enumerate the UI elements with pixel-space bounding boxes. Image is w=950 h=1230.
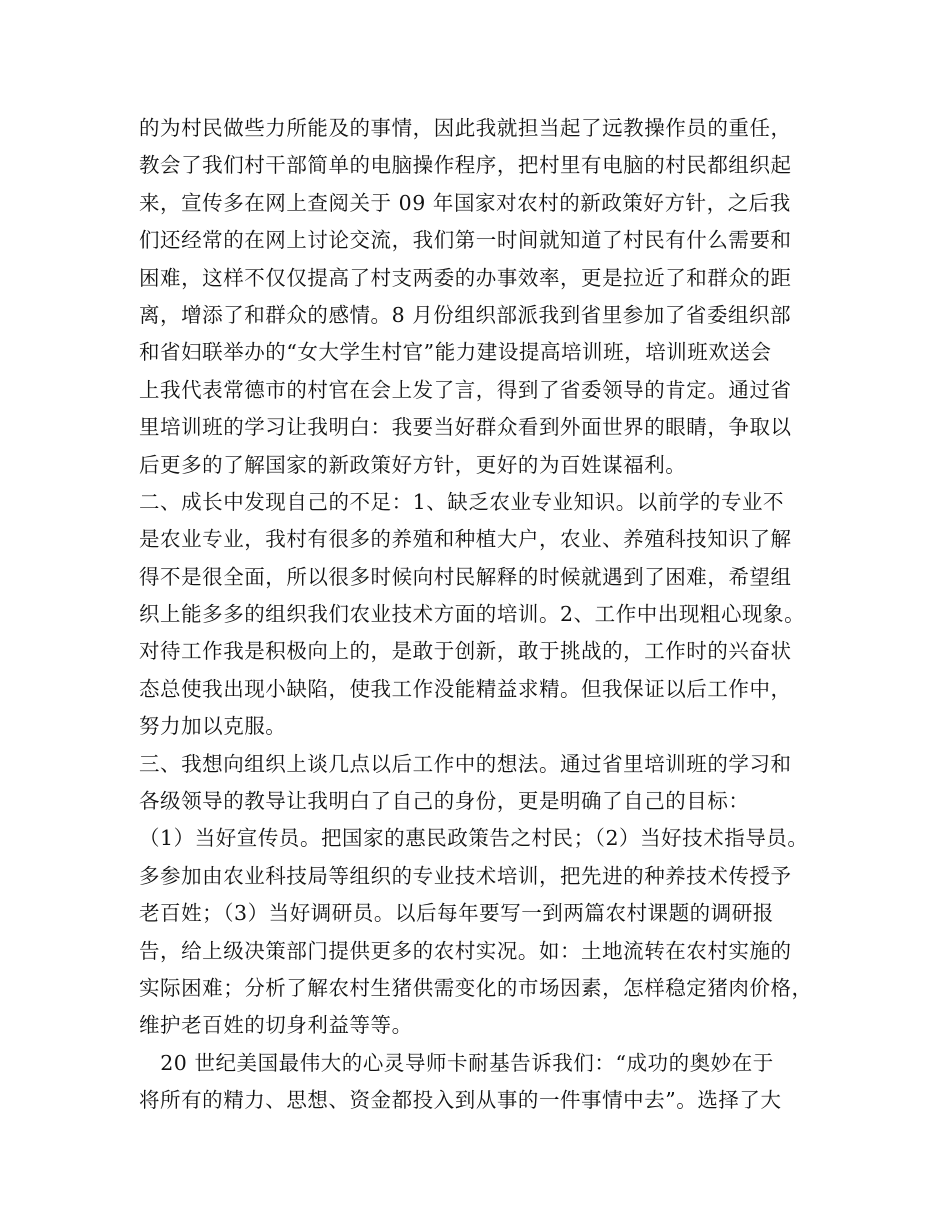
text-line: 实际困难；分析了解农村生猪供需变化的市场因素，怎样稳定猪肉价格， bbox=[139, 975, 813, 1000]
text-line: 三、我想向组织上谈几点以后工作中的想法。通过省里培训班的学习和 bbox=[139, 751, 792, 776]
text-line: 离，增添了和群众的感情。8 月份组织部派我到省里参加了省委组织部 bbox=[139, 302, 792, 327]
text-line: 多参加由农业科技局等组织的专业技术培训，把先进的种养技术传授予 bbox=[139, 863, 792, 888]
text-line: 们还经常的在网上讨论交流，我们第一时间就知道了村民有什么需要和 bbox=[139, 228, 792, 253]
text-line: 将所有的精力、思想、资金都投入到从事的一件事情中去”。选择了大 bbox=[139, 1088, 782, 1113]
text-line: 态总使我出现小缺陷，使我工作没能精益求精。但我保证以后工作中， bbox=[139, 676, 792, 701]
text-line: 努力加以克服。 bbox=[139, 714, 287, 739]
body-text bbox=[139, 110, 839, 1120]
text-line: 上我代表常德市的村官在会上发了言，得到了省委领导的肯定。通过省 bbox=[139, 377, 792, 402]
text-line: 对待工作我是积极向上的，是敢于创新，敢于挑战的，工作时的兴奋状 bbox=[139, 639, 792, 664]
text-line: 20 世纪美国最伟大的心灵导师卡耐基告诉我们：“成功的奥妙在于 bbox=[139, 1050, 774, 1075]
text-line: 是农业专业，我村有很多的养殖和种植大户，农业、养殖科技知识了解 bbox=[139, 527, 792, 552]
text-line: 织上能多多的组织我们农业技术方面的培训。2、工作中出现粗心现象。 bbox=[139, 602, 806, 627]
text-line: 和省妇联举办的“女大学生村官”能力建设提高培训班，培训班欢送会 bbox=[139, 340, 772, 365]
text-line: 维护老百姓的切身利益等等。 bbox=[139, 1013, 413, 1038]
text-line: 老百姓；（3）当好调研员。以后每年要写一到两篇农村课题的调研报 bbox=[139, 901, 774, 926]
text-line: （1）当好宣传员。把国家的惠民政策告之村民；（2）当好技术指导员。 bbox=[139, 826, 809, 851]
text-line: 来，宣传多在网上查阅关于 09 年国家对农村的新政策好方针，之后我 bbox=[139, 190, 791, 215]
text-line: 的为村民做些力所能及的事情，因此我就担当起了远教操作员的重任， bbox=[139, 116, 792, 140]
text-line: 得不是很全面，所以很多时候向村民解释的时候就遇到了困难，希望组 bbox=[139, 564, 792, 589]
text-line: 后更多的了解国家的新政策好方针，更好的为百姓谋福利。 bbox=[139, 452, 687, 477]
text-line: 告，给上级决策部门提供更多的农村实况。如：土地流转在农村实施的 bbox=[139, 938, 792, 963]
text-line: 二、成长中发现自己的不足：1、缺乏农业专业知识。以前学的专业不 bbox=[139, 489, 785, 514]
text-line: 困难，这样不仅仅提高了村支两委的办事效率，更是拉近了和群众的距 bbox=[139, 265, 792, 290]
text-line: 教会了我们村干部简单的电脑操作程序，把村里有电脑的村民都组织起 bbox=[139, 153, 792, 178]
text-line: 里培训班的学习让我明白：我要当好群众看到外面世界的眼睛，争取以 bbox=[139, 415, 792, 440]
text-line: 各级领导的教导让我明白了自己的身份，更是明确了自己的目标： bbox=[139, 789, 750, 814]
